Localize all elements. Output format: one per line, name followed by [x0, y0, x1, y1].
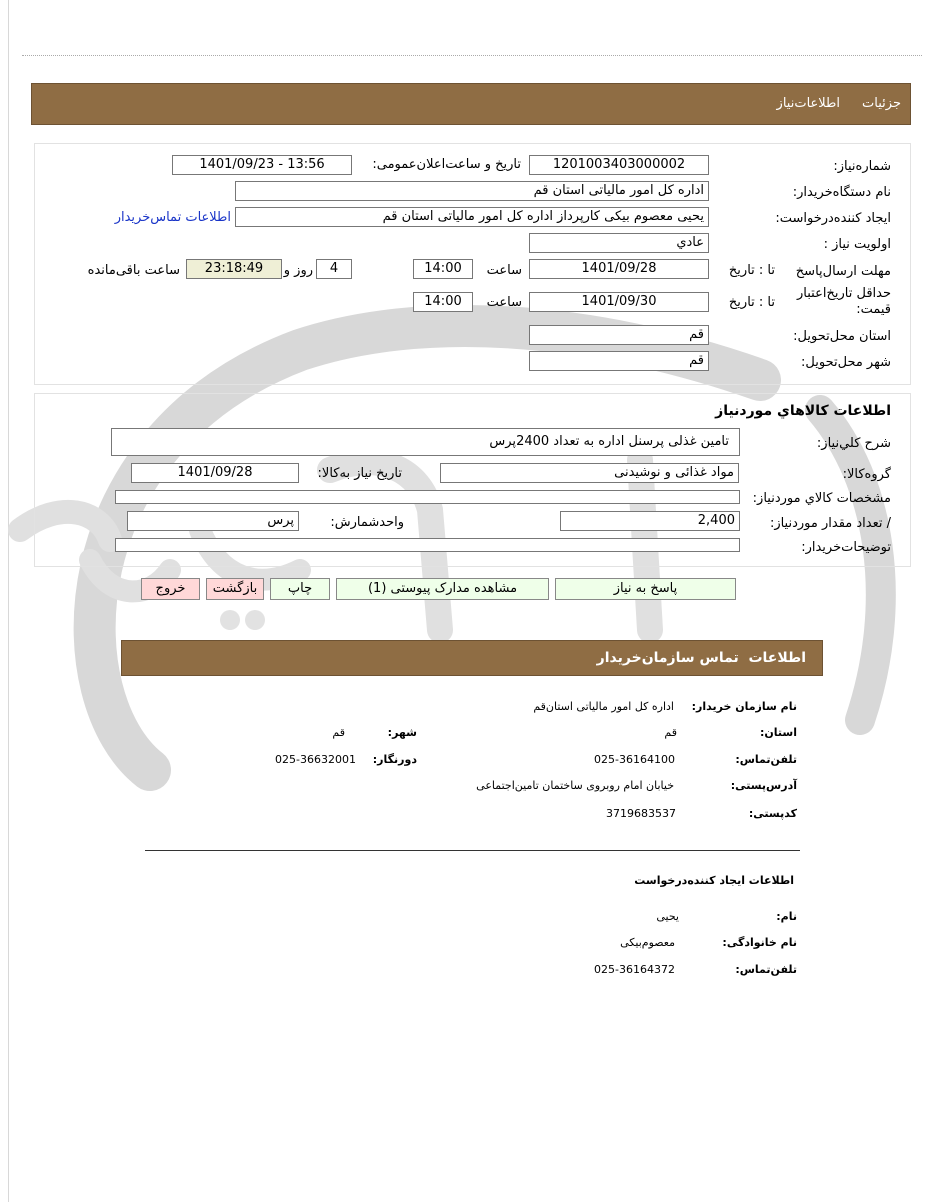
- buyer-notes-field: [115, 538, 740, 552]
- goods-section-title: اطلاعات کالاهاي موردنیاز: [715, 403, 891, 419]
- price-validity-time: 14:00: [413, 292, 473, 312]
- creator-phone-label: تلفن‌تماس:: [735, 963, 797, 976]
- creator-name-value: یحیی: [656, 910, 679, 923]
- price-validity-label: حداقل تاریخ‌اعتبار قیمت:: [797, 286, 891, 317]
- creator-phone-value: 025-36164372: [594, 963, 675, 976]
- goods-group-field: مواد غذائی و نوشیدنی: [440, 463, 739, 483]
- days-remaining-field: 4: [316, 259, 352, 279]
- need-date-label: تاریخ نیاز به‌کالا:: [317, 466, 402, 481]
- contact-phone-label: تلفن‌تماس:: [735, 753, 797, 766]
- goods-spec-field: [115, 490, 740, 504]
- creator-family-label: نام خانوادگی:: [722, 936, 797, 949]
- announce-date-label: تاریخ و ساعت‌اعلان‌عمومی:: [372, 157, 521, 172]
- contact-phone-value: 025-36164100: [594, 753, 675, 766]
- contact-province-label: استان:: [760, 726, 797, 739]
- priority-label: اولویت نیاز :: [823, 237, 891, 252]
- postal-code-value: 3719683537: [606, 807, 676, 820]
- contact-city-value: قم: [332, 726, 345, 739]
- need-number-field: 1201003403000002: [529, 155, 709, 175]
- org-name-value: اداره کل امور مالیاتی استان‌قم: [533, 700, 674, 713]
- send-deadline-date: 1401/09/28: [529, 259, 709, 279]
- respond-button[interactable]: پاسخ به نیاز: [555, 578, 736, 600]
- unit-label: واحد‌شمارش:: [330, 515, 404, 530]
- contact-divider: [145, 850, 800, 851]
- send-deadline-time: 14:00: [413, 259, 473, 279]
- tab-need-info[interactable]: اطلاعات‌نیاز: [776, 96, 840, 111]
- contact-city-label: شهر:: [387, 726, 417, 739]
- need-date-field: 1401/09/28: [131, 463, 299, 483]
- unit-field: پرس: [127, 511, 299, 531]
- quantity-label: / تعداد مقدار مورد‌نیاز:: [769, 516, 891, 531]
- postal-code-label: کد‌پستی:: [748, 807, 797, 820]
- need-description-label: شرح کلي‌نیاز:: [816, 436, 891, 451]
- need-number-label: شماره‌نیاز:: [833, 159, 891, 174]
- buyer-notes-label: توضیحات‌خریدار:: [801, 540, 891, 555]
- top-tab-bar: [31, 83, 911, 125]
- view-attachments-button[interactable]: مشاهده مدارک پیوستی (1): [336, 578, 549, 600]
- announce-date-field: 1401/09/23 - 13:56: [172, 155, 352, 175]
- quantity-field: 2,400: [560, 511, 740, 531]
- creator-name-label: نام:: [776, 910, 797, 923]
- contact-section-title: اطلاعات تماس سازمان‌خریدار: [596, 650, 806, 666]
- buyer-contact-link[interactable]: اطلاعات تماس‌خریدار: [114, 210, 231, 225]
- price-validity-date: 1401/09/30: [529, 292, 709, 312]
- print-button[interactable]: چاپ: [270, 578, 330, 600]
- creator-field: یحیی معصوم بیکی کارپرداز اداره کل امور مالیاتی استان قم: [235, 207, 709, 227]
- fax-label: دورنگار:: [372, 753, 417, 766]
- creator-label: ایجاد کننده‌درخواست:: [775, 211, 891, 226]
- creator-info-title: اطلاعات ایجاد کننده‌درخواست: [634, 874, 794, 887]
- address-value: خیابان امام روبروی ساختمان تامین‌اجتماعی: [476, 779, 674, 792]
- org-name-label: نام سازمان خریدار:: [691, 700, 797, 713]
- send-to-date-label: تا : تاریخ: [728, 263, 775, 278]
- contact-province-value: قم: [664, 726, 677, 739]
- delivery-province-label: استان محل‌تحویل:: [793, 329, 891, 344]
- goods-spec-label: مشخصات کالاي مورد‌نیاز:: [752, 491, 891, 506]
- delivery-province-field: قم: [529, 325, 709, 345]
- send-deadline-label: مهلت ارسال‌پاسخ: [795, 264, 891, 279]
- fax-value: 025-36632001: [275, 753, 356, 766]
- creator-family-value: معصوم‌بیکی: [620, 936, 675, 949]
- remaining-label: ساعت باقی‌مانده: [87, 263, 180, 278]
- days-label: روز و: [283, 263, 313, 278]
- send-time-label: ساعت: [486, 263, 522, 278]
- contact-header-bar: [121, 640, 823, 676]
- delivery-city-field: قم: [529, 351, 709, 371]
- exit-button[interactable]: خروج: [141, 578, 200, 600]
- tab-details[interactable]: جزئیات: [862, 96, 901, 111]
- buyer-org-label: نام دستگاه‌خریدار:: [792, 185, 891, 200]
- validity-to-date-label: تا : تاریخ: [728, 295, 775, 310]
- validity-time-label: ساعت: [486, 295, 522, 310]
- priority-field: عادي: [529, 233, 709, 253]
- remaining-time-field: 23:18:49: [186, 259, 282, 279]
- back-button[interactable]: بازگشت: [206, 578, 264, 600]
- dotted-separator: [22, 55, 922, 56]
- goods-group-label: گروه‌کالا:: [842, 467, 891, 482]
- address-label: آدرس‌پستی:: [730, 779, 797, 792]
- need-description-field: تامین غذلی پرسنل اداره به تعداد 2400پرس: [111, 428, 740, 456]
- buyer-org-field: اداره کل امور مالیاتی استان قم: [235, 181, 709, 201]
- delivery-city-label: شهر محل‌تحویل:: [801, 355, 891, 370]
